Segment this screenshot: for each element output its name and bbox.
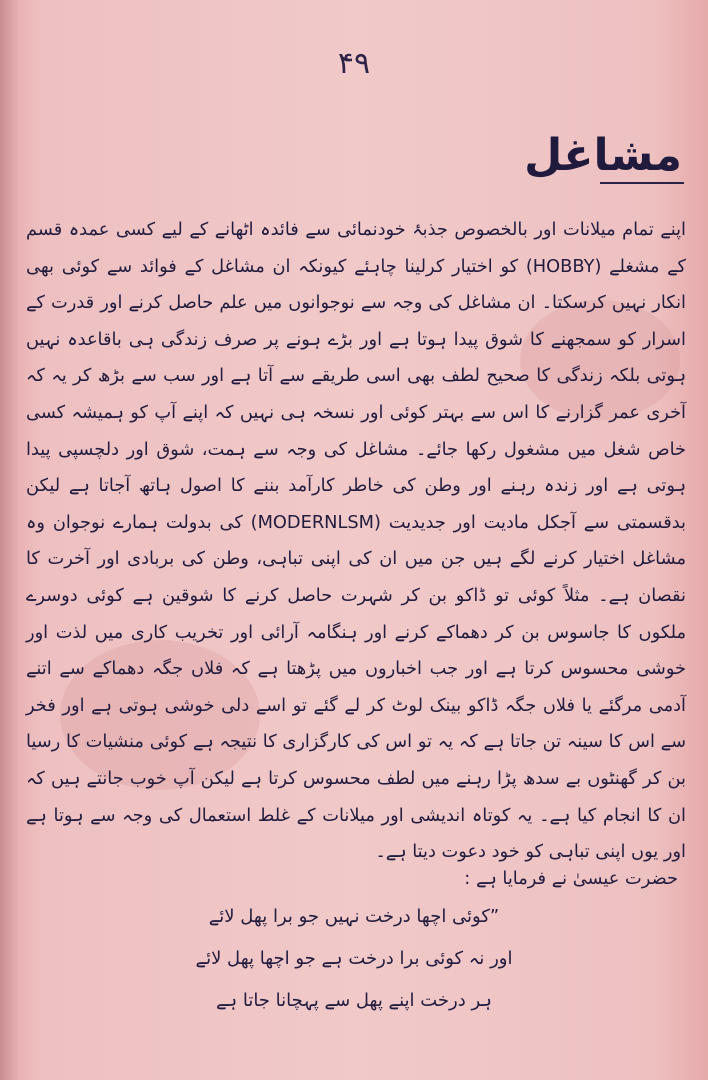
quote-line: ہر درخت اپنے پھل سے پہچانا جاتا ہے (216, 990, 492, 1011)
paragraph-text: اپنے تمام میلانات اور بالخصوص جذبۂ خودنمائی سے فائدہ اٹھانے کے لیے کسی عمدہ قسم کے مشغلے (HOBBY) کو اختیار کرلینا چاہئے کیونکہ ان مشاغل کے فوائد سے کوئی بھی انکار نہیں کرسکتا۔ ان مشاغل کی وجہ سے نوجوانوں میں علم حاصل کرنے اور قدرت کے اسرار کو سمجھنے کا شوق پیدا ہوتا ہے اور بڑے ہونے پر صرف زندگی ہی باقاعدہ نہیں ہوتی بلکہ زندگی کا صحیح لطف بھی اسی طریقے سے آتا ہے اور سب سے بڑھ کر یہ کہ آخری عمر گزارنے کا اس سے بہتر کوئی اور نسخہ ہی نہیں کہ اپنے آپ کو ہمیشہ کسی خاص شغل میں مشغول رکھا جائے۔ مشاغل کی وجہ سے ہمت، شوق اور دلچسپی پیدا ہوتی ہے اور زندہ رہنے اور وطن کی خاطر کارآمد بننے کا اصول ہاتھ آجاتا ہے لیکن بدقسمتی سے آجکل مادیت اور جدیدیت (MODERNLSM) کی بدولت ہمارے نوجوان وہ مشاغل اختیار کرنے لگے ہیں جن میں ان کی اپنی تباہی، وطن کی بربادی اور آخرت کا نقصان ہے۔ مثلاً کوئی تو ڈاکو بن کر شہرت حاصل کرنے کا شوقین ہے کوئی دوسرے ملکوں کا جاسوس بن کر دھماکے کرنے اور ہنگامہ آرائی اور تخریب کاری میں لذت اور خوشی محسوس کرتا ہے اور جب اخباروں میں پڑھتا ہے کہ فلاں جگہ دھماکے سے اتنے آدمی مرگئے یا فلاں جگہ ڈاکو بینک لوٹ کر لے گئے تو اسے دلی خوشی ہوتی ہے اور فخر سے اس کا سینہ تن جاتا ہے کہ یہ تو اس کی کارگزاری کا نتیجہ ہے کوئی منشیات کا رسیا بن کر گھنٹوں بے سدھ پڑا رہنے میں لطف محسوس کرتا ہے لیکن آپ خوب جانتے ہیں کہ ان کا انجام کیا ہے۔ یہ کوتاہ اندیشی اور میلانات کے غلط استعمال کی وجہ سے ہوتا ہے اور یوں اپنی تباہی کو خود دعوت دیتا ہے۔ (26, 219, 686, 863)
quote-intro: حضرت عیسیٰ نے فرمایا ہے : (464, 868, 678, 889)
heading-underline (600, 182, 684, 184)
page-number: ۴۹ (337, 46, 371, 81)
quote-line: ”کوئی اچھا درخت نہیں جو برا پھل لائے (208, 906, 500, 927)
body-paragraph (26, 212, 686, 871)
quote-line: اور نہ کوئی برا درخت ہے جو اچھا پھل لائے (195, 948, 513, 969)
section-heading: مشاغل (524, 130, 682, 181)
